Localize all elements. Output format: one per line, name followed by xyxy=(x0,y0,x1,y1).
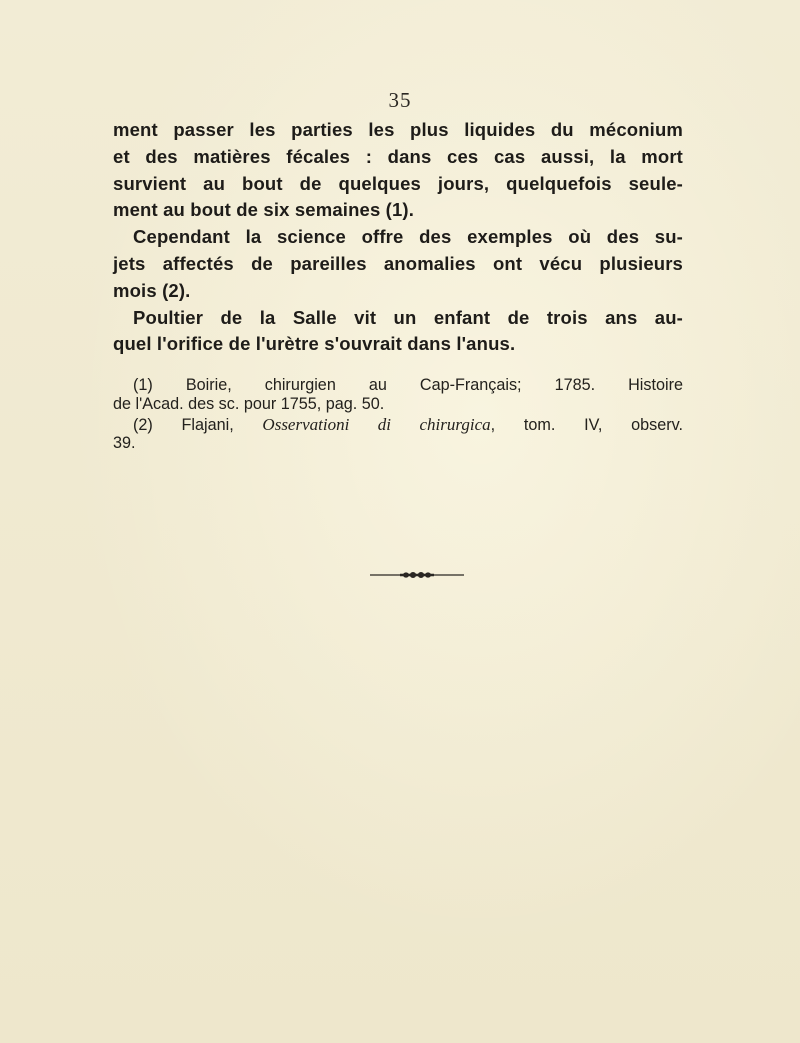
footnote-2-suffix: , tom. IV, observ. xyxy=(490,415,683,434)
body-line: et des matières fécales : dans ces cas aussi, la mort xyxy=(113,145,683,167)
body-line: mois (2). xyxy=(113,279,191,301)
footnote-2-title: Osservationi di chirurgica xyxy=(262,414,491,434)
footnote-1-line-1: (1) Boirie, chirurgien au Cap-Français; 1785. Histoire xyxy=(133,376,683,394)
ornament-rule-icon xyxy=(370,570,464,580)
body-line: jets affectés de pareilles anomalies ont vécu plusieurs xyxy=(113,252,683,274)
footnote-2-prefix: (2) Flajani, xyxy=(133,415,263,434)
footnote-2-line-1 xyxy=(113,415,683,434)
page-number: 35 xyxy=(388,88,412,112)
body-line: Cependant la science offre des exemples où des su- xyxy=(133,226,683,248)
body-line: quel l'orifice de l'urètre s'ouvrait dans l'anus. xyxy=(113,333,516,355)
body-line: ment au bout de six semaines (1). xyxy=(113,199,415,221)
body-line: ment passer les parties les plus liquides du méconium xyxy=(113,119,683,140)
footnote-2-line-2: 39. xyxy=(113,433,136,452)
body-line: survient au bout de quelques jours, quelquefois seule- xyxy=(113,172,683,194)
footnote-1-line-2: de l'Acad. des sc. pour 1755, pag. 50. xyxy=(113,395,385,414)
body-text xyxy=(113,117,683,358)
body-line: Poultier de la Salle vit un enfant de trois ans au- xyxy=(133,306,683,328)
footnotes xyxy=(113,376,683,453)
